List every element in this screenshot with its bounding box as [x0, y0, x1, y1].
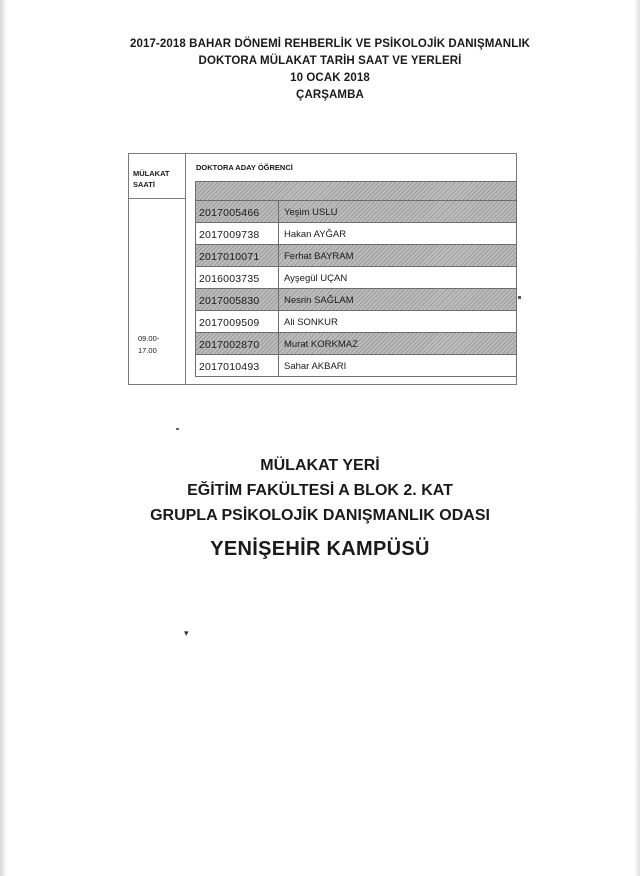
- header-line-4: ÇARŞAMBA: [296, 89, 364, 101]
- student-name: Ferhat BAYRAM: [284, 251, 354, 262]
- student-name: Ali SONKUR: [284, 317, 338, 328]
- student-name: Sahar AKBARI: [284, 361, 347, 372]
- time-range: [138, 333, 178, 357]
- interview-table: [128, 153, 517, 385]
- time-column-header: [129, 154, 186, 199]
- header-line-1: 2017-2018 BAHAR DÖNEMİ REHBERLİK VE PSİKOLOJİK DANIŞMANLIK: [129, 38, 531, 50]
- interview-venue: [80, 453, 560, 564]
- table-row: [195, 267, 517, 289]
- student-list: [195, 181, 517, 377]
- student-number: 2017009738: [196, 223, 279, 244]
- student-number: 2017005466: [196, 201, 279, 222]
- student-name: Murat KORKMAZ: [284, 339, 358, 350]
- time-header-line-1: MÜLAKAT: [133, 169, 170, 178]
- student-name: Hakan AYĞAR: [284, 229, 347, 240]
- table-row: [195, 355, 517, 377]
- time-start: 09.00-: [138, 334, 160, 343]
- student-number: 2017005830: [196, 289, 279, 310]
- venue-campus: YENİŞEHİR KAMPÜSÜ: [210, 538, 430, 560]
- student-number: 2016003735: [196, 267, 279, 288]
- student-number: 2017002870: [196, 333, 279, 354]
- student-number: 2017010071: [196, 245, 279, 266]
- student-column-header: DOKTORA ADAY ÖĞRENCİ: [196, 163, 293, 172]
- time-cell: [129, 199, 186, 384]
- student-number: 2017010493: [196, 355, 279, 376]
- scan-speck: [518, 296, 521, 299]
- time-header-line-2: SAATİ: [133, 180, 155, 189]
- student-name: Ayşegül UÇAN: [284, 273, 348, 284]
- scan-edge-right: [634, 0, 640, 876]
- header-line-3: 10 OCAK 2018: [290, 72, 370, 84]
- table-row: [195, 333, 517, 355]
- table-row: [195, 245, 517, 267]
- venue-building: EĞİTİM FAKÜLTESİ A BLOK 2. KAT: [187, 482, 453, 499]
- table-row: [195, 311, 517, 333]
- student-name: Yeşim USLU: [284, 207, 338, 218]
- scan-speck: ▾: [184, 628, 189, 638]
- venue-room: GRUPLA PSİKOLOJİK DANIŞMANLIK ODASI: [150, 507, 490, 524]
- venue-title: MÜLAKAT YERİ: [260, 457, 380, 474]
- scan-speck: [176, 428, 179, 430]
- time-end: 17.00: [138, 346, 157, 355]
- table-row: [195, 201, 517, 223]
- table-row: [195, 223, 517, 245]
- student-number: 2017009509: [196, 311, 279, 332]
- document-header: [60, 36, 600, 104]
- header-line-2: DOKTORA MÜLAKAT TARİH SAAT VE YERLERİ: [198, 55, 462, 67]
- blank-shaded-row: [195, 181, 517, 201]
- scan-edge-left: [0, 0, 7, 876]
- student-name: Nesrin SAĞLAM: [284, 295, 354, 306]
- table-row: [195, 289, 517, 311]
